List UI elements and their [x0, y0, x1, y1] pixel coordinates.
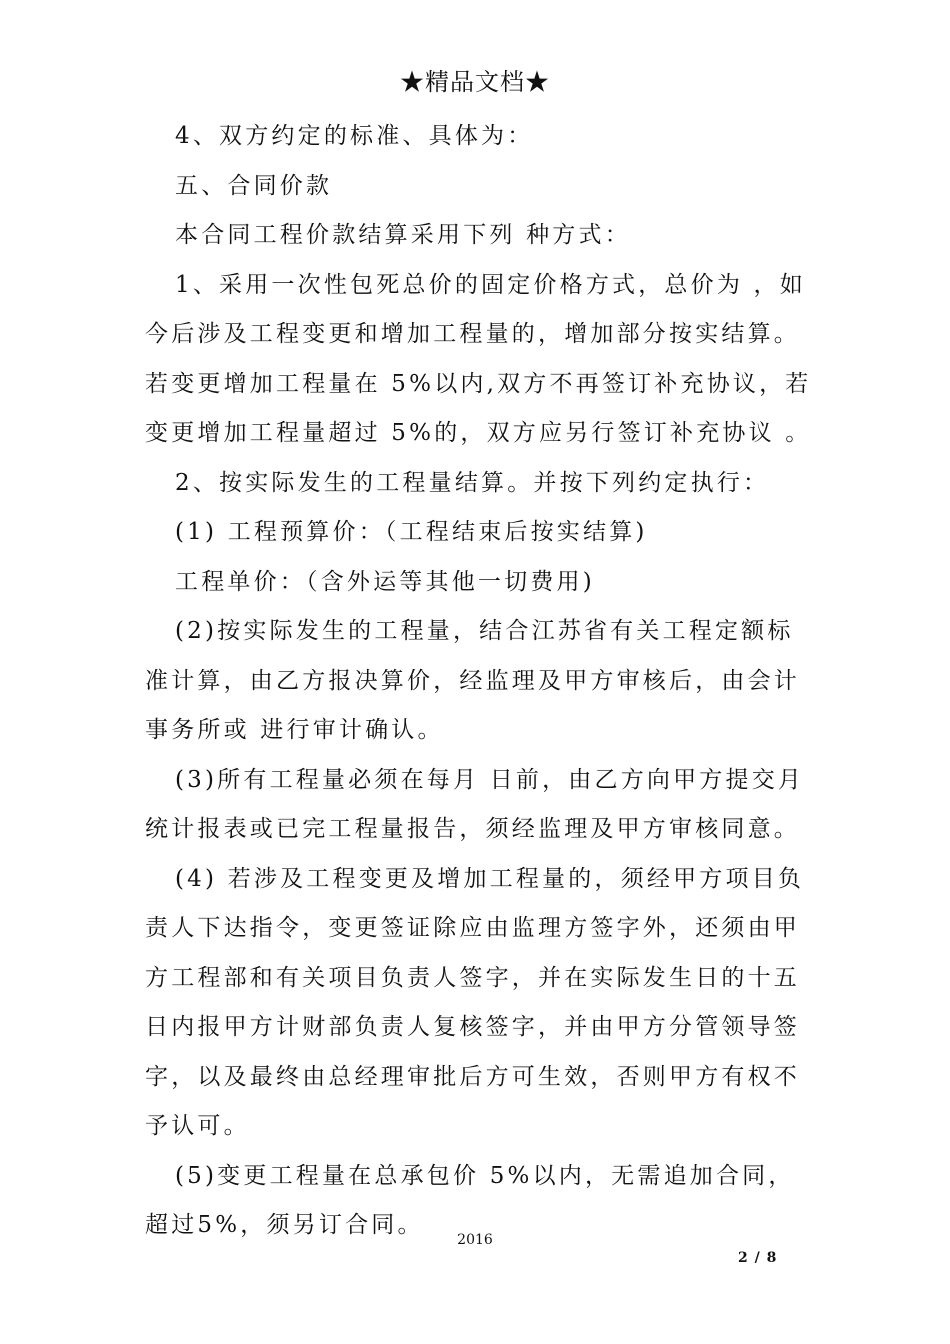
paragraph-item-3: (3)所有工程量必须在每月 日前，由乙方向甲方提交月统计报表或已完工程量报告，须经监理及甲方审核同意。: [145, 766, 805, 842]
paragraph-method-1: 1、采用一次性包死总价的固定价格方式，总价为 ，如今后涉及工程变更和增加工程量的，增加部分按实结算。若变更增加工程量在 5%以内,双方不再签订补充协议，若变更增加工程量超过 5%的，双方应另行签订补充协议 。: [145, 271, 812, 446]
paragraph-item-5: (5)变更工程量在总承包价 5%以内，无需追加合同，超过5%，须另订合同。: [145, 1162, 795, 1238]
paragraph-item-2: (2)按实际发生的工程量，结合江苏省有关工程定额标准计算，由乙方报决算价，经监理及甲方审核后，由会计事务所或 进行审计确认。: [145, 618, 800, 743]
page-number: 2 / 8: [738, 1250, 778, 1266]
paragraph-item-4: (4) 若涉及工程变更及增加工程量的，须经甲方项目负责人下达指令，变更签证除应由监理方签字外，还须由甲方工程部和有关项目负责人签字，并在实际发生日的十五日内报甲方计财部负责人复核签字，并由甲方分管领导签字，以及最终由总经理审批后方可生效，否则甲方有权不予认可。: [145, 865, 805, 1139]
paragraph-settlement-methods: 本合同工程价款结算采用下列 种方式：: [175, 222, 631, 248]
paragraph-unit-price: 工程单价：（含外运等其他一切费用): [175, 568, 595, 595]
paragraph-item-1: (1) 工程预算价：（工程结束后按实结算): [175, 519, 648, 545]
page-header-title: ★精品文档★: [400, 68, 550, 96]
paragraph-standard: 4、双方约定的标准、具体为：: [175, 123, 534, 149]
paragraph-method-2: 2、按实际发生的工程量结算。并按下列约定执行：: [175, 469, 770, 496]
document-body: [145, 112, 815, 1251]
footer-year: 2016: [457, 1232, 493, 1248]
section-heading-contract-price: 五、合同价款: [175, 172, 333, 199]
